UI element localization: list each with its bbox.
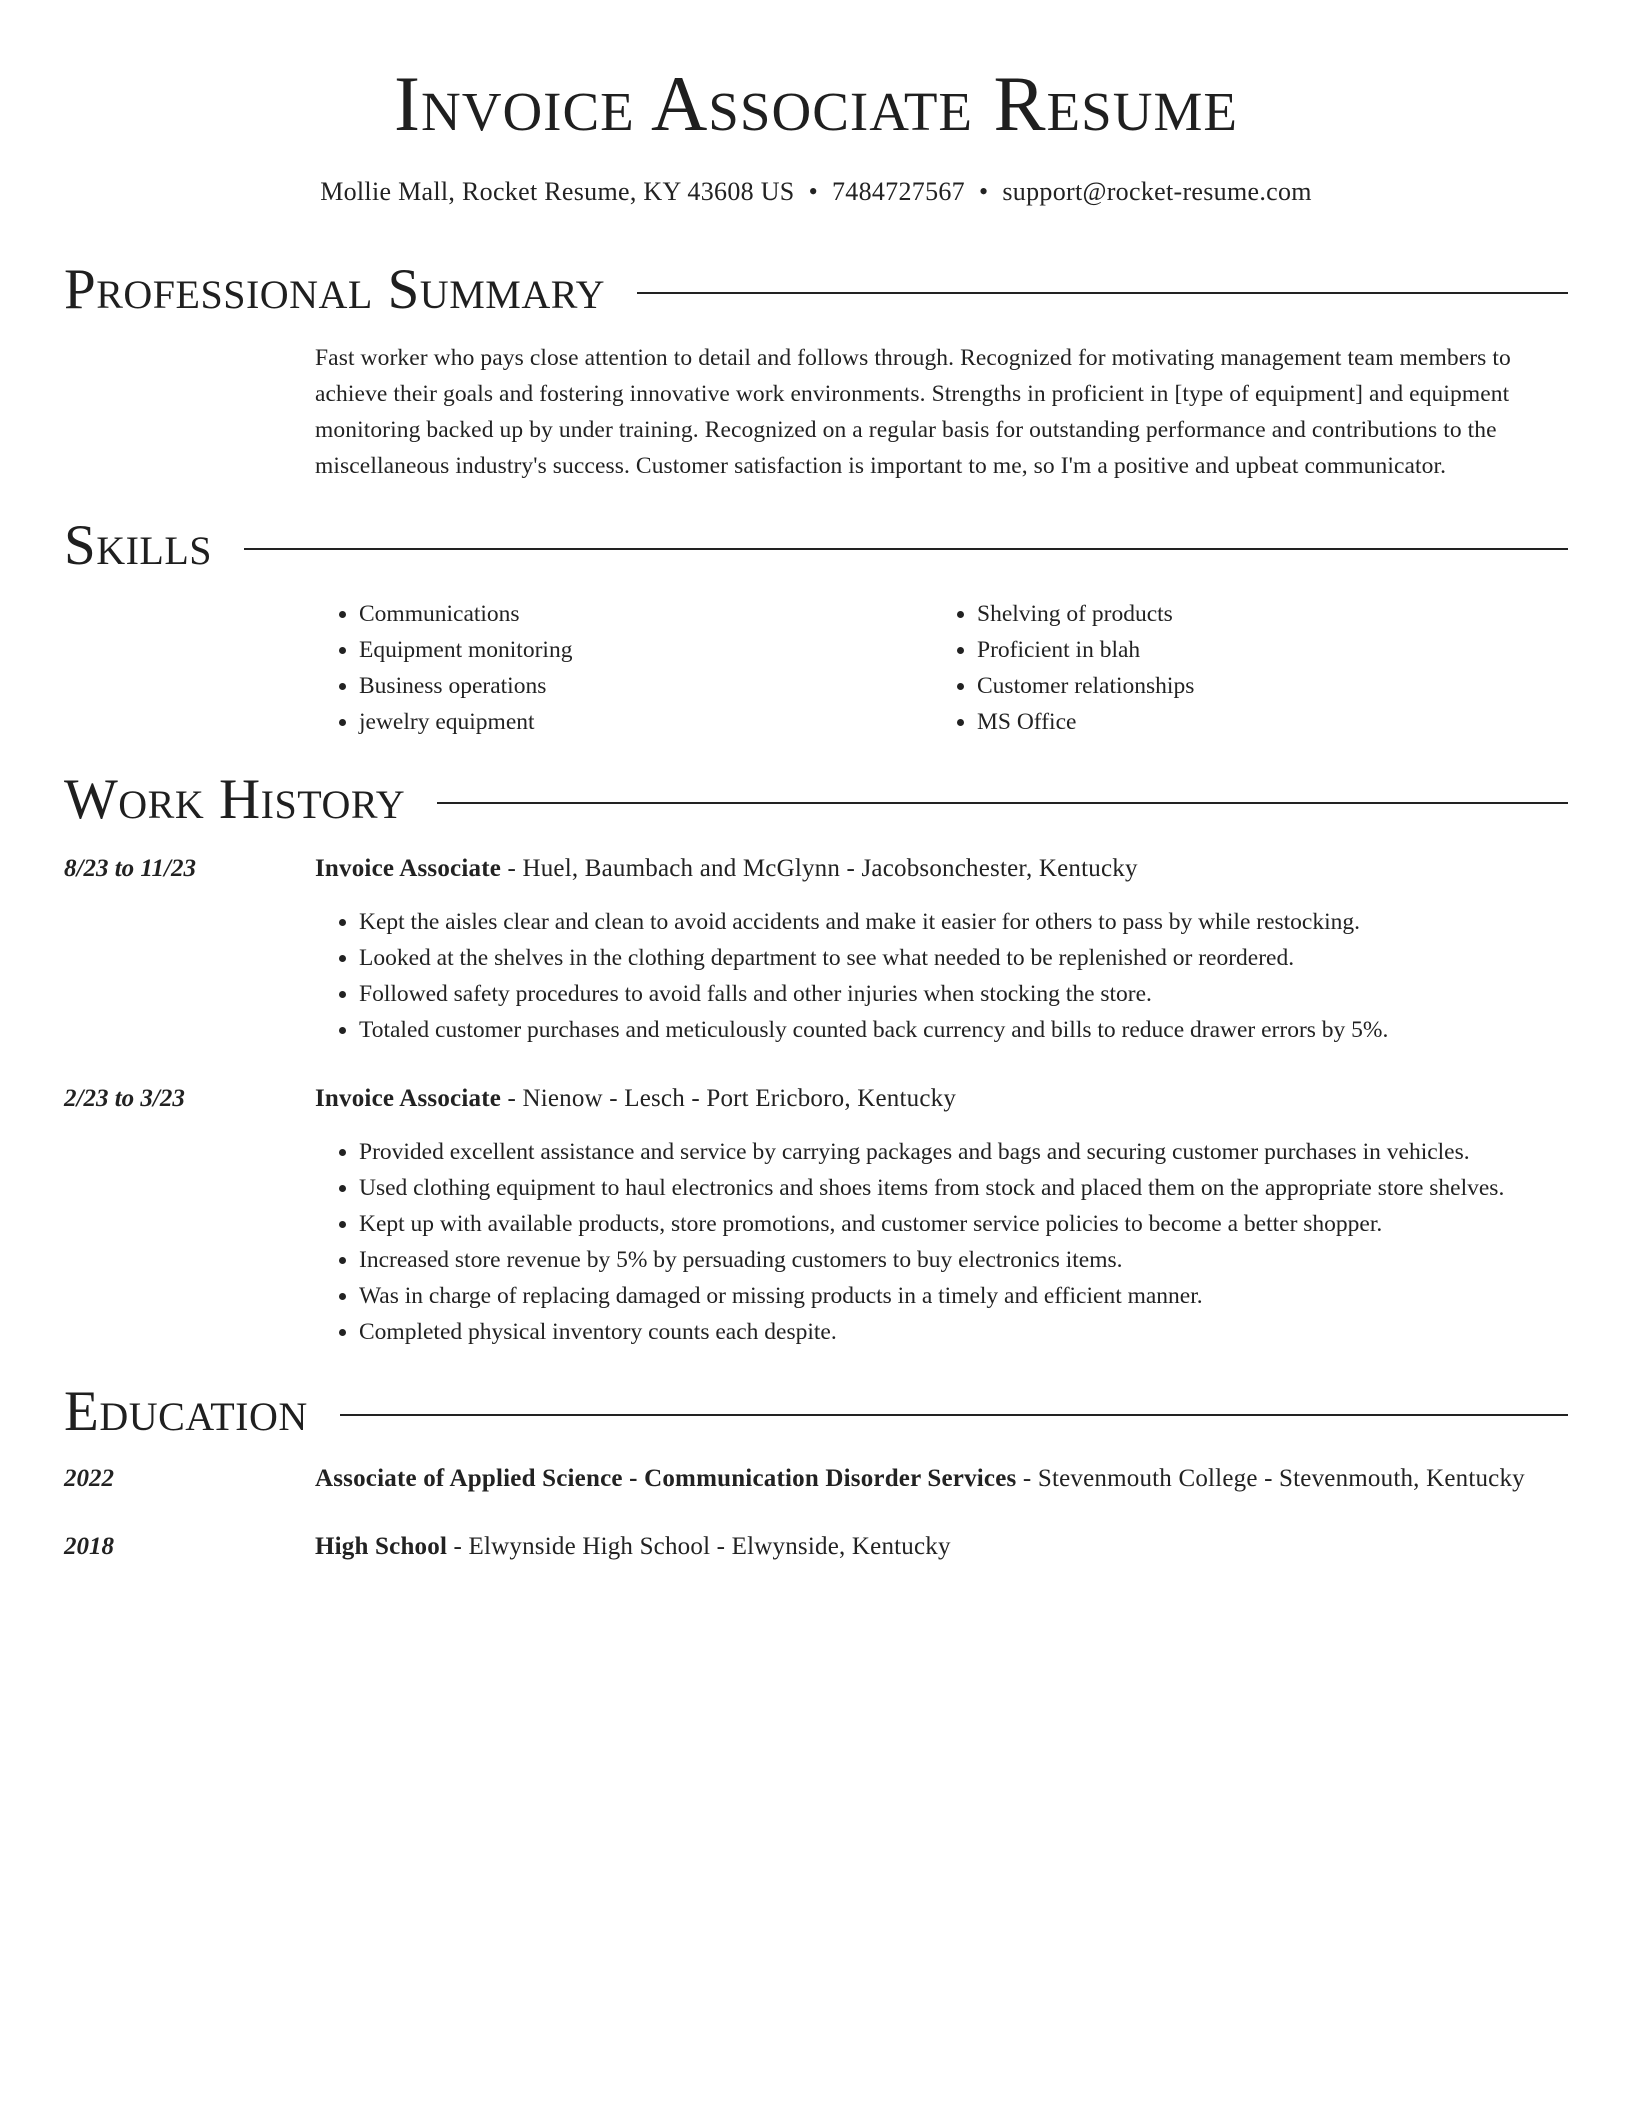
- education-degree: Associate of Applied Science - Communication Disorder Services: [315, 1465, 1017, 1492]
- job-bullet: • Increased store revenue by 5% by persuading customers to buy electronics items.: [359, 1242, 1568, 1278]
- job-bullets: [315, 1134, 1568, 1350]
- contact-address: Mollie Mall, Rocket Resume, KY 43608 US: [320, 177, 795, 206]
- skill-item: • Shelving of products: [977, 596, 1551, 632]
- contact-separator: •: [808, 177, 818, 206]
- job-body: [315, 850, 1568, 1048]
- job-dates: 2/23 to 3/23: [64, 1085, 185, 1112]
- job-bullet: • Kept the aisles clear and clean to avoid accidents and make it easier for others to pass by while restocking.: [359, 904, 1568, 940]
- skills-heading: Skills: [64, 514, 213, 577]
- skill-item: • MS Office: [977, 704, 1551, 740]
- work-history-section-header: [64, 768, 1568, 832]
- job-entry: [64, 1080, 1568, 1350]
- skill-item: • jewelry equipment: [359, 704, 933, 740]
- job-headline: [315, 1080, 1568, 1118]
- education-school: - Stevenmouth College - Stevenmouth, Kentucky: [1016, 1465, 1525, 1492]
- contact-email: support@rocket-resume.com: [1002, 177, 1312, 206]
- education-entry: [64, 1528, 1568, 1566]
- job-bullets: [315, 904, 1568, 1048]
- skills-column-right: [933, 596, 1551, 740]
- job-title: Invoice Associate: [315, 1085, 502, 1112]
- skill-item: • Customer relationships: [977, 668, 1551, 704]
- section-divider: [340, 1414, 1568, 1416]
- job-employer: - Huel, Baumbach and McGlynn - Jacobsonchester, Kentucky: [501, 855, 1138, 882]
- skill-item: • Equipment monitoring: [359, 632, 933, 668]
- education-body: [315, 1528, 1568, 1566]
- job-bullet: • Totaled customer purchases and meticulously counted back currency and bills to reduce drawer errors by 5%.: [359, 1012, 1568, 1048]
- education-year: 2018: [64, 1533, 114, 1560]
- education-degree: High School: [315, 1533, 448, 1560]
- job-body: [315, 1080, 1568, 1350]
- job-headline: [315, 850, 1568, 888]
- job-bullet: • Followed safety procedures to avoid falls and other injuries when stocking the store.: [359, 976, 1568, 1012]
- education-year: 2022: [64, 1465, 114, 1492]
- job-entry: [64, 850, 1568, 1048]
- summary-heading: Professional Summary: [64, 258, 606, 321]
- skill-item: • Business operations: [359, 668, 933, 704]
- skill-item: • Proficient in blah: [977, 632, 1551, 668]
- summary-text: Fast worker who pays close attention to detail and follows through. Recognized for motivating management team members to achieve their goals and fostering innovative work environments. Strengths in proficient in [type of equipment] and equipment monitoring backed up by under training. Recognized on a regular basis for outstanding performance and contributions to the miscellaneous industry's success. Customer satisfaction is important to me, so I'm a positive and upbeat communicator.: [315, 345, 1511, 479]
- resume-title: Invoice Associate Resume: [394, 60, 1238, 147]
- job-bullet: • Was in charge of replacing damaged or missing products in a timely and efficient manner.: [359, 1278, 1568, 1314]
- contact-phone: 7484727567: [831, 177, 965, 206]
- skills-column-left: [315, 596, 933, 740]
- education-school: - Elwynside High School - Elwynside, Kentucky: [447, 1533, 951, 1560]
- contact-line: [64, 174, 1568, 210]
- contact-separator: •: [978, 177, 989, 206]
- skills-section-header: [64, 514, 1568, 578]
- summary-section-header: [64, 258, 1568, 322]
- education-body: [315, 1460, 1568, 1498]
- job-bullet: • Completed physical inventory counts each despite.: [359, 1314, 1568, 1350]
- skills-list: [315, 596, 1568, 740]
- job-bullet: • Used clothing equipment to haul electronics and shoes items from stock and placed them on the appropriate store shelves.: [359, 1170, 1568, 1206]
- education-section-header: [64, 1380, 1568, 1444]
- work-history-heading: Work History: [64, 768, 406, 831]
- job-bullet: • Kept up with available products, store promotions, and customer service policies to become a better shopper.: [359, 1206, 1568, 1242]
- job-employer: - Nienow - Lesch - Port Ericboro, Kentucky: [501, 1085, 957, 1112]
- section-divider: [244, 548, 1568, 550]
- job-bullet: • Provided excellent assistance and service by carrying packages and bags and securing customer purchases in vehicles.: [359, 1134, 1568, 1170]
- education-heading: Education: [64, 1380, 308, 1443]
- job-title: Invoice Associate: [315, 855, 502, 882]
- section-divider: [637, 292, 1568, 294]
- job-bullet: • Looked at the shelves in the clothing department to see what needed to be replenished or reordered.: [359, 940, 1568, 976]
- job-dates: 8/23 to 11/23: [64, 855, 196, 882]
- education-entry: [64, 1460, 1568, 1498]
- skill-item: • Communications: [359, 596, 933, 632]
- section-divider: [437, 802, 1568, 804]
